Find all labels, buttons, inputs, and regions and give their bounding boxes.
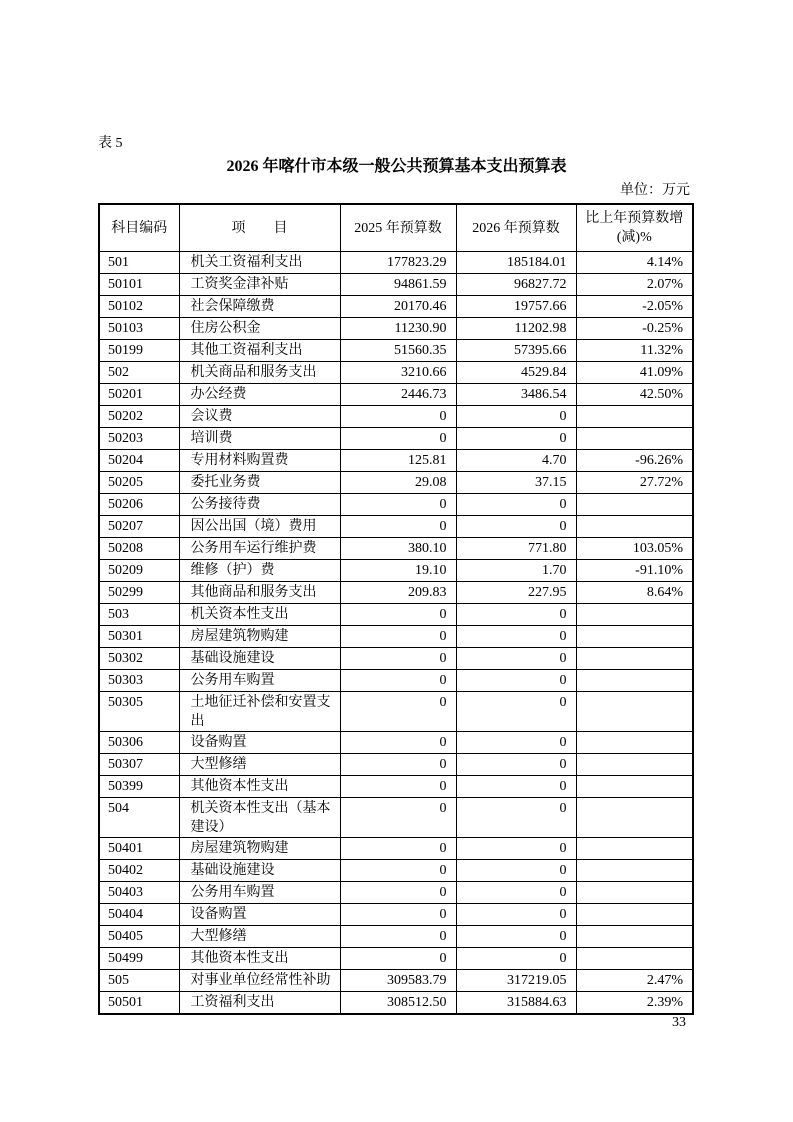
cell-2025: 51560.35 [340,340,456,362]
cell-pct: 42.50% [576,384,693,406]
cell-2026: 0 [456,648,576,670]
cell-code: 503 [99,604,179,626]
cell-item: 社会保障缴费 [179,296,340,318]
cell-code: 50404 [99,904,179,926]
cell-item: 机关资本性支出（基本建设） [179,798,340,838]
cell-pct: 8.64% [576,582,693,604]
cell-2026: 0 [456,882,576,904]
cell-2025: 29.08 [340,472,456,494]
cell-code: 50307 [99,754,179,776]
cell-2025: 209.83 [340,582,456,604]
cell-2026: 19757.66 [456,296,576,318]
table-row [99,604,693,626]
col-header-item: 项 目 [179,204,340,252]
cell-code: 50202 [99,406,179,428]
cell-2025: 0 [340,516,456,538]
table-row [99,450,693,472]
unit-note: 单位：万元 [620,183,690,198]
cell-code: 50299 [99,582,179,604]
cell-2026: 37.15 [456,472,576,494]
col-header-2026: 2026 年预算数 [456,204,576,252]
cell-2025: 0 [340,948,456,970]
cell-code: 50399 [99,776,179,798]
table-row [99,860,693,882]
cell-item: 其他资本性支出 [179,948,340,970]
cell-2026: 0 [456,798,576,838]
cell-2026: 0 [456,494,576,516]
cell-item: 房屋建筑物购建 [179,626,340,648]
table-row [99,538,693,560]
table-row [99,428,693,450]
cell-pct: -96.26% [576,450,693,472]
cell-code: 50301 [99,626,179,648]
cell-2025: 0 [340,732,456,754]
cell-2026: 771.80 [456,538,576,560]
cell-item: 对事业单位经常性补助 [179,970,340,992]
cell-pct: 41.09% [576,362,693,384]
table-header-row [99,204,693,252]
cell-item: 房屋建筑物购建 [179,838,340,860]
table-row [99,626,693,648]
cell-2025: 380.10 [340,538,456,560]
table-row [99,362,693,384]
cell-code: 50206 [99,494,179,516]
cell-2026: 0 [456,948,576,970]
cell-pct [576,406,693,428]
cell-pct [576,670,693,692]
cell-2026: 0 [456,604,576,626]
cell-2026: 57395.66 [456,340,576,362]
cell-code: 50103 [99,318,179,340]
cell-item: 维修（护）费 [179,560,340,582]
cell-pct: -91.10% [576,560,693,582]
budget-table-body [99,252,693,1015]
cell-pct [576,776,693,798]
cell-code: 50402 [99,860,179,882]
cell-item: 因公出国（境）费用 [179,516,340,538]
cell-2026: 0 [456,838,576,860]
cell-item: 土地征迁补偿和安置支出 [179,692,340,732]
table-row [99,648,693,670]
cell-pct [576,882,693,904]
table-row [99,560,693,582]
cell-pct [576,838,693,860]
table-row [99,926,693,948]
cell-code: 50305 [99,692,179,732]
cell-2025: 2446.73 [340,384,456,406]
cell-item: 培训费 [179,428,340,450]
table-row [99,516,693,538]
table-row [99,992,693,1015]
cell-2025: 0 [340,754,456,776]
cell-pct: 103.05% [576,538,693,560]
cell-2025: 0 [340,798,456,838]
cell-pct: -0.25% [576,318,693,340]
cell-code: 50102 [99,296,179,318]
cell-item: 委托业务费 [179,472,340,494]
cell-item: 专用材料购置费 [179,450,340,472]
cell-pct [576,904,693,926]
table-row [99,732,693,754]
cell-item: 公务接待费 [179,494,340,516]
cell-2026: 1.70 [456,560,576,582]
cell-item: 工资福利支出 [179,992,340,1015]
budget-table [98,203,694,1015]
cell-code: 50403 [99,882,179,904]
cell-pct: 2.39% [576,992,693,1015]
cell-2026: 0 [456,428,576,450]
table-row [99,296,693,318]
table-row [99,670,693,692]
cell-2025: 177823.29 [340,252,456,274]
cell-item: 办公经费 [179,384,340,406]
cell-2026: 185184.01 [456,252,576,274]
cell-code: 505 [99,970,179,992]
cell-code: 50208 [99,538,179,560]
table-row [99,384,693,406]
cell-2026: 317219.05 [456,970,576,992]
cell-pct [576,732,693,754]
cell-code: 50405 [99,926,179,948]
cell-code: 50306 [99,732,179,754]
cell-item: 设备购置 [179,904,340,926]
cell-2026: 11202.98 [456,318,576,340]
cell-code: 504 [99,798,179,838]
cell-code: 502 [99,362,179,384]
cell-2025: 0 [340,406,456,428]
cell-2025: 0 [340,626,456,648]
cell-2026: 315884.63 [456,992,576,1015]
cell-item: 住房公积金 [179,318,340,340]
table-row [99,882,693,904]
cell-2025: 0 [340,926,456,948]
cell-pct [576,648,693,670]
cell-pct: -2.05% [576,296,693,318]
cell-2025: 0 [340,692,456,732]
cell-2026: 0 [456,860,576,882]
cell-code: 50201 [99,384,179,406]
table-row [99,406,693,428]
table-row [99,340,693,362]
cell-2026: 0 [456,692,576,732]
cell-code: 50302 [99,648,179,670]
cell-2026: 4.70 [456,450,576,472]
table-row [99,582,693,604]
table-row [99,494,693,516]
cell-2025: 94861.59 [340,274,456,296]
cell-item: 机关资本性支出 [179,604,340,626]
cell-2026: 0 [456,670,576,692]
cell-2026: 0 [456,776,576,798]
table-row [99,970,693,992]
cell-code: 50401 [99,838,179,860]
cell-code: 50303 [99,670,179,692]
cell-item: 大型修缮 [179,754,340,776]
cell-code: 501 [99,252,179,274]
cell-2026: 0 [456,754,576,776]
cell-pct [576,516,693,538]
cell-pct [576,494,693,516]
cell-code: 50501 [99,992,179,1015]
cell-pct [576,428,693,450]
cell-code: 50205 [99,472,179,494]
cell-code: 50499 [99,948,179,970]
cell-pct [576,754,693,776]
cell-2025: 0 [340,882,456,904]
col-header-code: 科目编码 [99,204,179,252]
cell-2025: 0 [340,838,456,860]
table-row [99,754,693,776]
cell-item: 机关商品和服务支出 [179,362,340,384]
col-header-2025: 2025 年预算数 [340,204,456,252]
cell-2026: 227.95 [456,582,576,604]
cell-2025: 0 [340,604,456,626]
cell-pct [576,798,693,838]
table-row [99,838,693,860]
cell-item: 大型修缮 [179,926,340,948]
cell-pct: 27.72% [576,472,693,494]
cell-item: 其他资本性支出 [179,776,340,798]
cell-pct [576,626,693,648]
cell-2025: 0 [340,428,456,450]
cell-2026: 0 [456,516,576,538]
cell-pct: 11.32% [576,340,693,362]
cell-code: 50203 [99,428,179,450]
table-row [99,252,693,274]
cell-2025: 0 [340,860,456,882]
cell-pct [576,948,693,970]
cell-pct [576,692,693,732]
cell-2026: 0 [456,626,576,648]
cell-code: 50101 [99,274,179,296]
page-number: 33 [672,1015,686,1030]
cell-2026: 0 [456,406,576,428]
cell-2026: 0 [456,926,576,948]
table-row [99,472,693,494]
cell-2025: 19.10 [340,560,456,582]
cell-code: 50204 [99,450,179,472]
cell-item: 其他商品和服务支出 [179,582,340,604]
cell-2025: 309583.79 [340,970,456,992]
table-row [99,904,693,926]
cell-2025: 0 [340,776,456,798]
cell-2026: 0 [456,904,576,926]
table-row [99,318,693,340]
cell-item: 公务用车运行维护费 [179,538,340,560]
cell-code: 50199 [99,340,179,362]
cell-2026: 4529.84 [456,362,576,384]
cell-item: 基础设施建设 [179,860,340,882]
cell-2025: 11230.90 [340,318,456,340]
cell-pct [576,604,693,626]
page-title: 2026 年喀什市本级一般公共预算基本支出预算表 [226,158,567,175]
cell-2026: 3486.54 [456,384,576,406]
cell-item: 其他工资福利支出 [179,340,340,362]
cell-2025: 0 [340,494,456,516]
cell-2025: 125.81 [340,450,456,472]
cell-2025: 0 [340,670,456,692]
cell-pct: 2.07% [576,274,693,296]
table-row [99,274,693,296]
cell-2025: 308512.50 [340,992,456,1015]
cell-item: 会议费 [179,406,340,428]
cell-2025: 0 [340,648,456,670]
cell-item: 公务用车购置 [179,670,340,692]
cell-pct: 2.47% [576,970,693,992]
cell-2025: 20170.46 [340,296,456,318]
cell-2025: 0 [340,904,456,926]
cell-item: 工资奖金津补贴 [179,274,340,296]
table-row [99,776,693,798]
cell-pct [576,860,693,882]
cell-pct [576,926,693,948]
cell-pct: 4.14% [576,252,693,274]
cell-item: 公务用车购置 [179,882,340,904]
cell-item: 机关工资福利支出 [179,252,340,274]
table-number-label: 表 5 [98,136,123,151]
cell-code: 50207 [99,516,179,538]
cell-2026: 96827.72 [456,274,576,296]
col-header-change-pct: 比上年预算数增(减)% [576,204,693,252]
table-row [99,798,693,838]
cell-code: 50209 [99,560,179,582]
cell-2025: 3210.66 [340,362,456,384]
cell-item: 基础设施建设 [179,648,340,670]
table-row [99,948,693,970]
cell-item: 设备购置 [179,732,340,754]
table-row [99,692,693,732]
cell-2026: 0 [456,732,576,754]
